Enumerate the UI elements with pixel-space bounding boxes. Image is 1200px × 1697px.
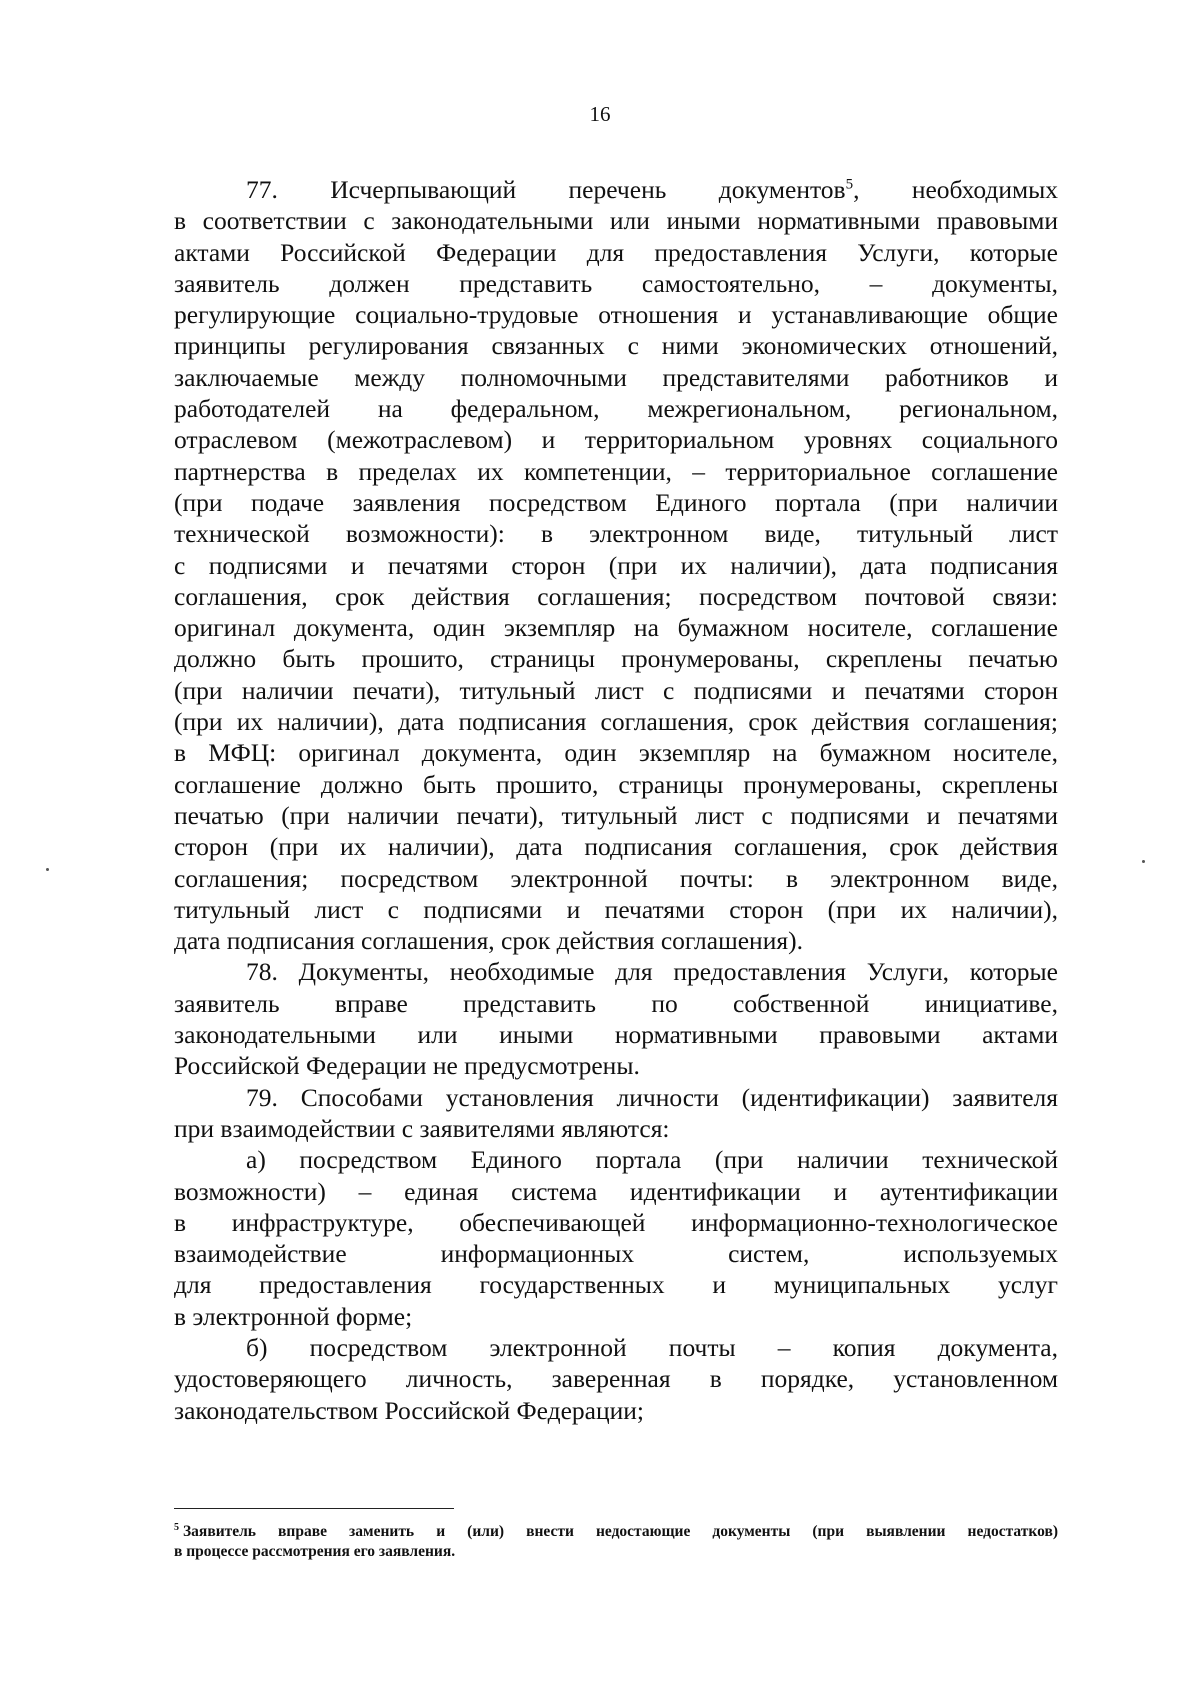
scan-speck	[46, 868, 49, 871]
footnote-marker: 5	[174, 1521, 179, 1533]
text-line: актами Российской Федерации для предоставления Услуги, которые	[174, 237, 1058, 267]
text-line: печатью (при наличии печати), титульный лист с подписями и печатями	[174, 800, 1058, 830]
footnote	[174, 1522, 1058, 1562]
text-line: взаимодействие информационных систем, используемых	[174, 1239, 1058, 1269]
footnote-divider	[174, 1508, 454, 1509]
text-line: заявитель должен представить самостоятельно, – документы,	[174, 268, 1058, 298]
text-line: в МФЦ: оригинал документа, один экземпляр на бумажном носителе,	[174, 738, 1058, 768]
text-line: удостоверяющего личность, заверенная в порядке, установленном	[174, 1364, 1058, 1394]
text-line: отраслевом (межотраслевом) и территориальном уровнях социального	[174, 425, 1058, 455]
text-fragment: 77. Исчерпывающий перечень документов	[246, 175, 846, 204]
text-line: регулирующие социально-трудовые отношения и устанавливающие общие	[174, 300, 1058, 330]
footnote-line: в процессе рассмотрения его заявления.	[174, 1543, 456, 1560]
text-line: возможности) – единая система идентификации и аутентификации	[174, 1176, 1058, 1206]
text-line: с подписями и печатями сторон (при их наличии), дата подписания	[174, 550, 1058, 580]
document-body	[174, 174, 1058, 1426]
paragraph-p77	[174, 174, 1058, 956]
scan-speck	[1142, 860, 1145, 863]
text-line: 78. Документы, необходимые для предоставления Услуги, которые	[246, 957, 1058, 987]
text-line: 79. Способами установления личности (идентификации) заявителя	[246, 1082, 1058, 1112]
text-line: партнерства в пределах их компетенции, – территориальное соглашение	[174, 456, 1058, 486]
text-line: соглашения; посредством электронной почты: в электронном виде,	[174, 863, 1058, 893]
paragraph-p78	[174, 956, 1058, 1081]
text-line: технической возможности): в электронном виде, титульный лист	[174, 519, 1058, 549]
text-line: соглашения, срок действия соглашения; посредством почтовой связи:	[174, 581, 1058, 611]
text-line: законодательством Российской Федерации;	[174, 1395, 645, 1425]
footnote-text: Заявитель вправе заменить и (или) внести недостающие документы (при выявлении недостатков)	[183, 1523, 1058, 1540]
paragraph-p79	[174, 1082, 1058, 1145]
text-line	[174, 174, 1058, 205]
text-line: титульный лист с подписями и печатями сторон (при их наличии),	[174, 894, 1058, 924]
footnote-line	[174, 1522, 1058, 1542]
text-line: оригинал документа, один экземпляр на бумажном носителе, соглашение	[174, 613, 1058, 643]
paragraph-p79b	[174, 1332, 1058, 1426]
text-line: б) посредством электронной почты – копия документа,	[246, 1332, 1058, 1362]
text-line: заявитель вправе представить по собственной инициативе,	[174, 988, 1058, 1018]
paragraph-p79a	[174, 1144, 1058, 1332]
text-line: работодателей на федеральном, межрегиональном, региональном,	[174, 394, 1058, 424]
text-line: принципы регулирования связанных с ними экономических отношений,	[174, 331, 1058, 361]
text-line: должно быть прошито, страницы пронумерованы, скреплены печатью	[174, 644, 1058, 674]
text-line: заключаемые между полномочными представителями работников и	[174, 362, 1058, 392]
text-line: Российской Федерации не предусмотрены.	[174, 1051, 640, 1081]
text-line: (при подаче заявления посредством Единого портала (при наличии	[174, 487, 1058, 517]
text-line: (при их наличии), дата подписания соглашения, срок действия соглашения;	[174, 707, 1058, 737]
text-line: (при наличии печати), титульный лист с подписями и печатями сторон	[174, 675, 1058, 705]
text-line: дата подписания соглашения, срок действия соглашения).	[174, 926, 803, 956]
text-line: в электронной форме;	[174, 1301, 413, 1331]
text-line: законодательными или иными нормативными правовыми актами	[174, 1020, 1058, 1050]
page-number: 16	[589, 102, 611, 126]
text-line: соглашение должно быть прошито, страницы пронумерованы, скреплены	[174, 769, 1058, 799]
text-line: а) посредством Единого портала (при наличии технической	[246, 1145, 1058, 1175]
text-fragment: , необходимых	[853, 175, 1058, 204]
text-line: сторон (при их наличии), дата подписания соглашения, срок действия	[174, 832, 1058, 862]
footnote-reference: 5	[845, 176, 854, 193]
text-line: в соответствии с законодательными или иными нормативными правовыми	[174, 206, 1058, 236]
text-line: для предоставления государственных и муниципальных услуг	[174, 1270, 1058, 1300]
text-line: при взаимодействии с заявителями являются:	[174, 1113, 670, 1143]
text-line: в инфраструктуре, обеспечивающей информационно-технологическое	[174, 1207, 1058, 1237]
